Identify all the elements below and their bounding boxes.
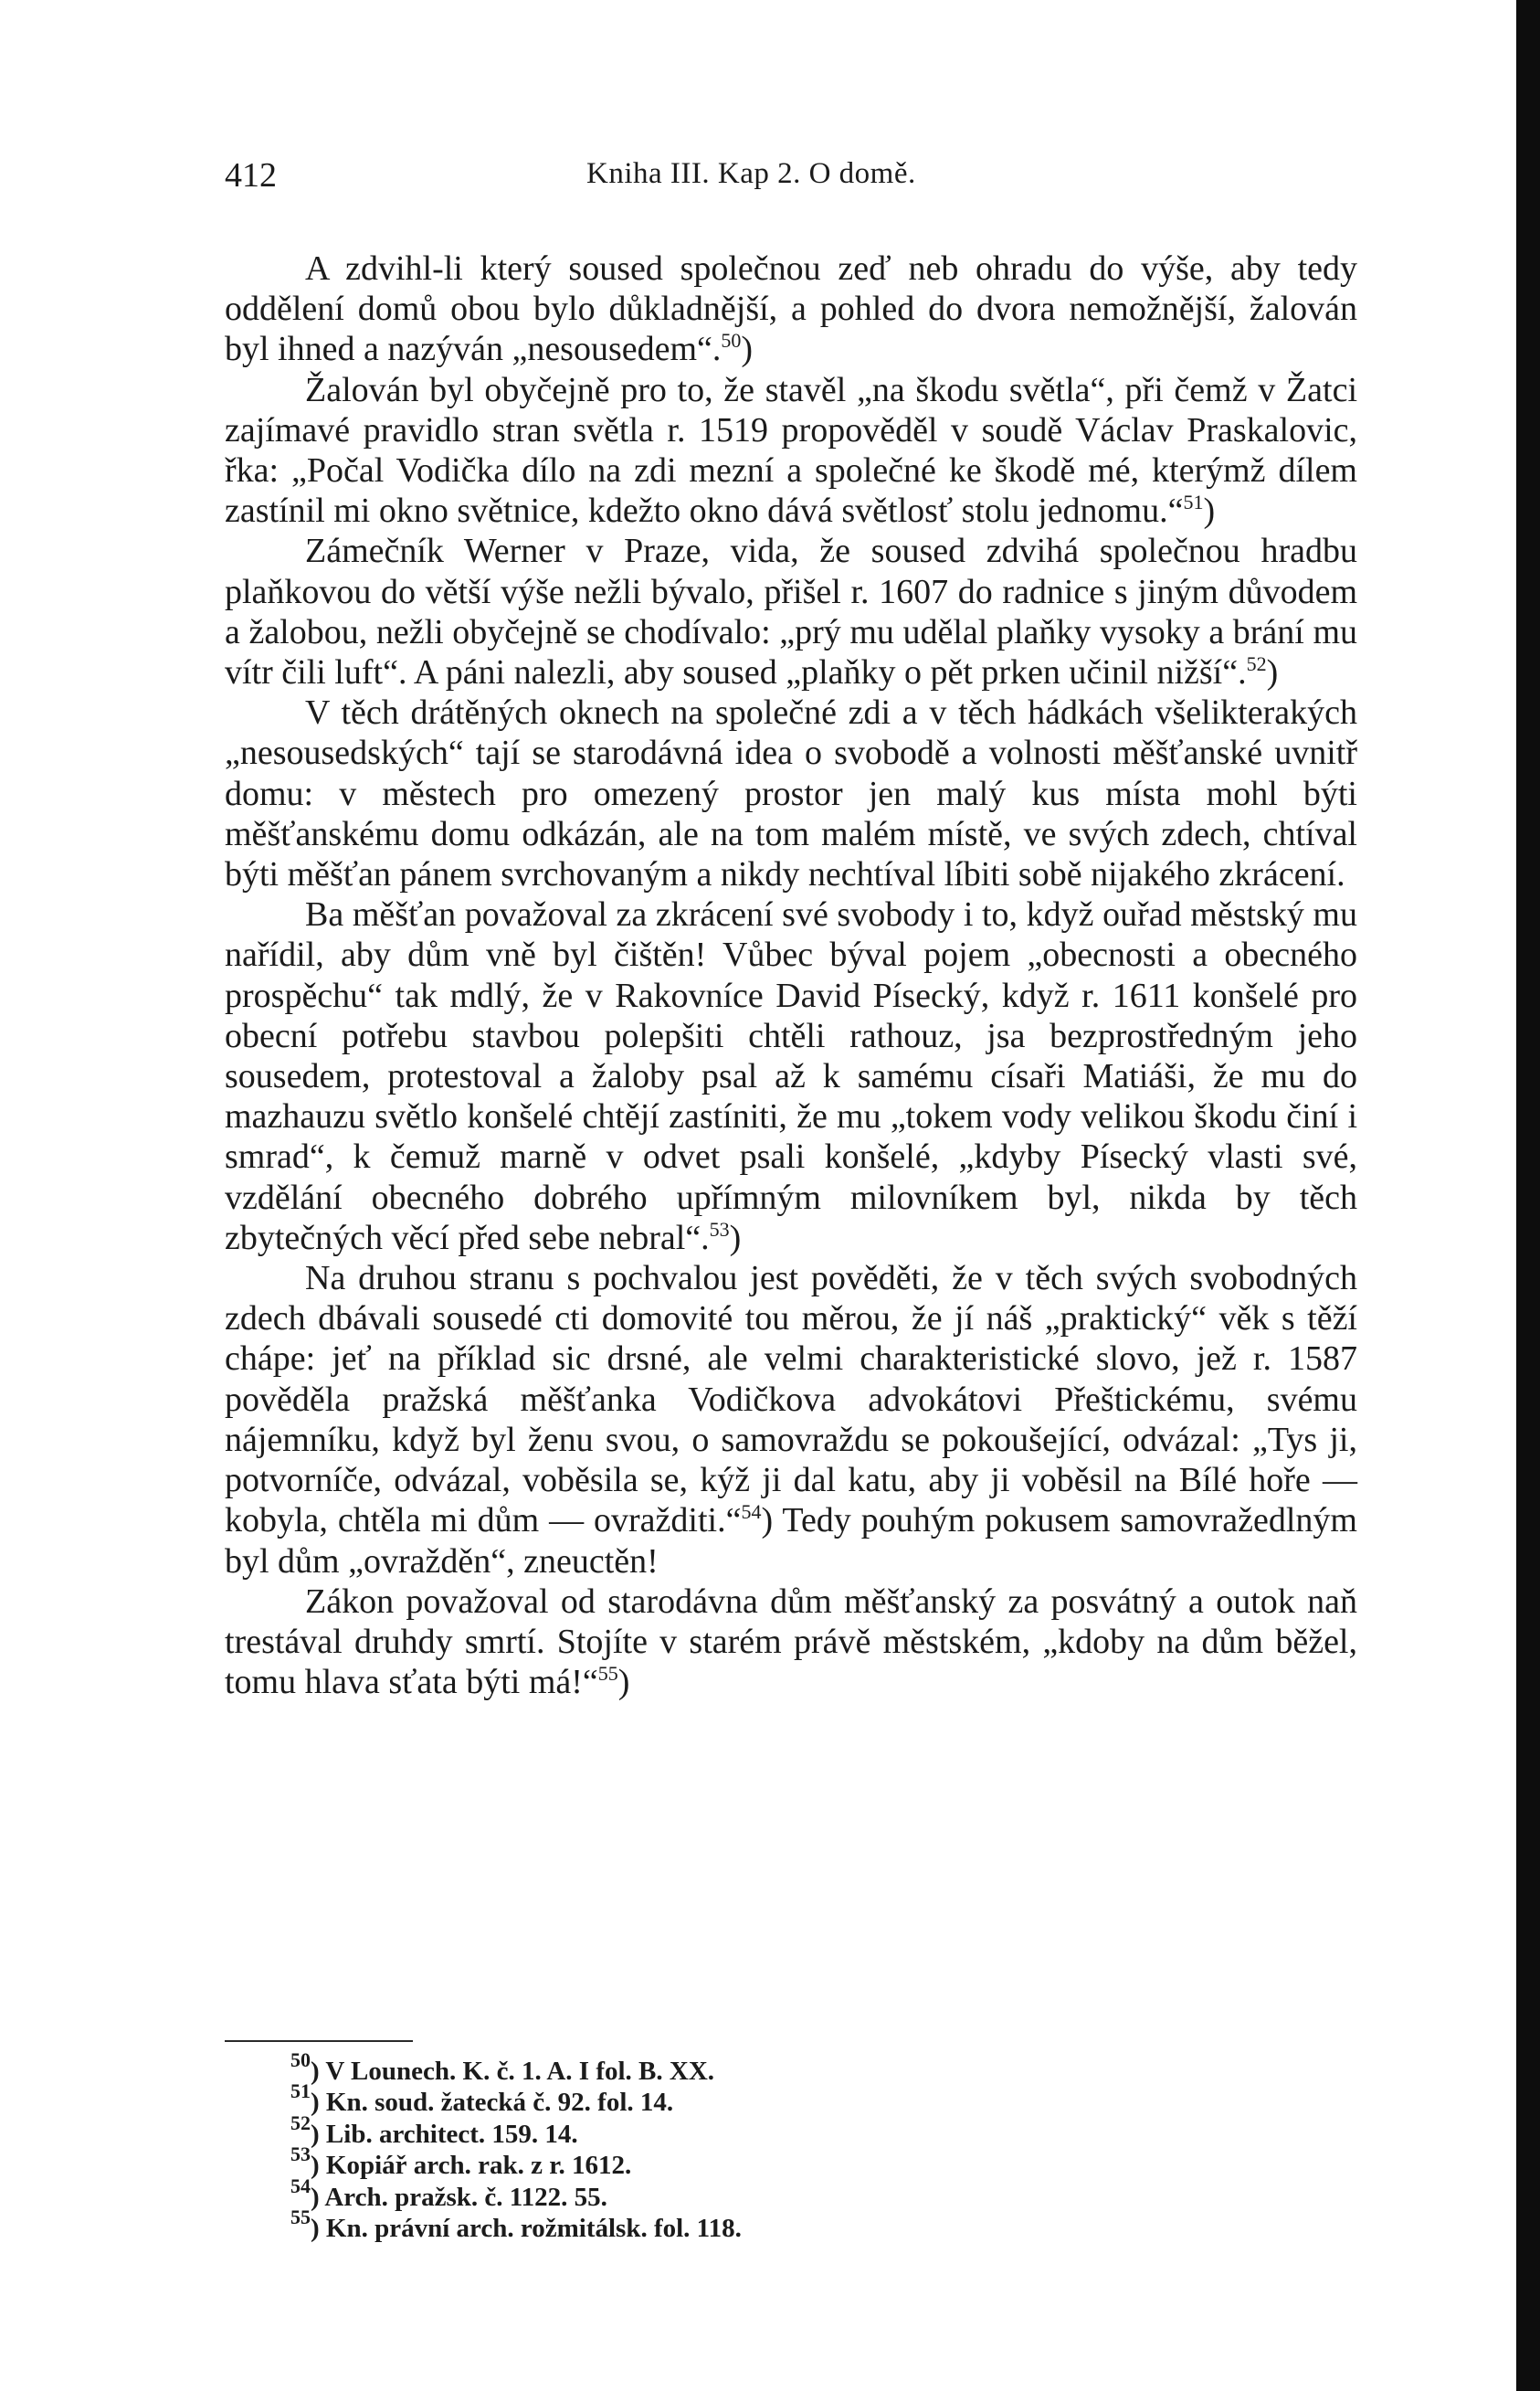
- footnote: $^{51}$) Kn. soud. žatecká č. 92. fol. 14.: [290, 2079, 674, 2118]
- footnote-text: Kn. právní arch. rožmitálsk. fol. 118.: [325, 2214, 742, 2244]
- paragraph-text: Ba měšťan považoval za zkrácení své svobody i to, když ouřad městský mu nařídil, aby dům vně byl čištěn! Vůbec býval pojem „obecnosti a obecného prospěchu“ tak mdlý, že v Rakovníce David Písecký, když r. 1611 konšelé pro obecní potřebu stavbou polepšiti chtěli rathouz, jsa bezprostředným jeho sousedem, protestoval a žaloby psal až k samému císaři Matiáši, že mu do mazhauzu světlo konšelé chtějí zastíniti, že mu „tokem vody velikou škodu činí i smrad“, k čemuž marně v odvet psali konšelé, „kdyby Písecký vlasti své, vzdělání obecného dobrého upřímným milovníkem byl, nikda by těch zbytečných věcí před sebe nebral“.: [225, 895, 1357, 1257]
- page-edge-border: [1516, 0, 1540, 2391]
- footnote: $^{55}$) Kn. právní arch. rožmitálsk. fol. 118.: [290, 2206, 742, 2244]
- chapter-heading: Kniha III. Kap 2. O domě.: [586, 157, 916, 190]
- paragraph-text: A zdvihl-li který soused společnou zeď neb ohradu do výše, aby tedy oddělení domů obou bylo důkladnější, a pohled do dvora nemožnější, žalován byl ihned a nazýván „nesousedem“.: [225, 249, 1357, 369]
- footnote-text: Lib. architect. 159. 14.: [325, 2119, 578, 2149]
- footnote-mark: 54: [290, 2174, 311, 2197]
- paragraph-tail: ): [729, 1218, 742, 1257]
- footnote-ref: 52: [1246, 652, 1267, 676]
- footnote-ref: 53: [709, 1217, 730, 1241]
- paragraph-tail: ): [741, 330, 754, 369]
- paragraph-text: Na druhou stranu s pochvalou jest pověděti, že v těch svých svobodných zdech dbávali sousedé cti domovité tou měrou, že jí náš „praktický“ věk s těží chápe: jeť na příklad sic drsné, ale velmi charakteristické slovo, jež r. 1587 pověděla pražská měšťanka Vodičkova advokátovi Přeštickému, svému nájemníku, když byl ženu svou, o samovraždu se pokoušející, odvázal: „Tys ji, potvorníče, odvázal, voběsila se, kýž ji dal katu, aby ji voběsil na Bílé hoře — kobyla, chtěla mi dům — ovražditi.“: [225, 1259, 1357, 1540]
- footnote: $^{52}$) Lib. architect. 159. 14.: [290, 2111, 578, 2149]
- footnote: $^{50}$) V Lounech. K. č. 1. A. I fol. B. XX.: [290, 2048, 715, 2086]
- footnote-ref: 51: [1183, 491, 1204, 514]
- footnote-text: Kopiář arch. rak. z r. 1612.: [325, 2151, 632, 2181]
- footnote: $^{54}$) Arch. pražsk. č. 1122. 55.: [290, 2174, 607, 2212]
- footnote-text: Kn. soud. žatecká č. 92. fol. 14.: [325, 2088, 674, 2118]
- paragraph-tail: ): [1266, 653, 1279, 693]
- paragraph: [225, 1582, 1357, 1703]
- paragraph-tail: ): [617, 1663, 630, 1702]
- footnote: $^{53}$) Kopiář arch. rak. z r. 1612.: [290, 2142, 632, 2181]
- running-header: [225, 155, 1357, 201]
- paragraph: [225, 1258, 1357, 1582]
- footnote-separator: [225, 2040, 413, 2042]
- paragraph-tail: ) Tedy pouhým pokusem samovražedlným byl dům „ovražděn“, zneuctěn!: [225, 1501, 1357, 1581]
- footnote-mark: 52: [290, 2111, 311, 2134]
- page-number: 412: [225, 156, 277, 195]
- paragraph-text: Zákon považoval od starodávna dům měšťanský za posvátný a outok naň trestával druhdy smrtí. Stojíte v starém právě městském, „kdoby na dům běžel, tomu hlava sťata býti má!“: [225, 1582, 1357, 1702]
- paragraph: [225, 370, 1357, 532]
- footnote-mark: 51: [290, 2079, 311, 2103]
- footnote-text: V Lounech. K. č. 1. A. I fol. B. XX.: [325, 2057, 715, 2086]
- paragraph-tail: ): [1203, 492, 1216, 531]
- paragraph: [225, 894, 1357, 1258]
- paragraph: [225, 531, 1357, 693]
- footnotes: [290, 2048, 1113, 2244]
- paragraph-text: Zámečník Werner v Praze, vida, že soused zdvihá společnou hradbu plaňkovou do větší výše nežli bývalo, přišel r. 1607 do radnice s jiným důvodem a žalobou, nežli obyčejně se chodívalo: „prý mu udělal plaňky vysoky a brání mu vítr čili luft“. A páni nalezli, aby soused „plaňky o pět prken učinil nižší“.: [225, 532, 1357, 693]
- footnote-ref: 50: [721, 329, 742, 353]
- paragraph: [225, 693, 1357, 894]
- footnote-text: Arch. pražsk. č. 1122. 55.: [324, 2182, 607, 2212]
- footnote-ref: 54: [741, 1500, 762, 1524]
- paragraph: [225, 249, 1357, 370]
- body-text: [225, 249, 1357, 1702]
- paragraph-text: V těch drátěných oknech na společné zdi a v těch hádkách všelikterakých „nesousedských“ tají se starodávná idea o svobodě a volnosti měšťanské uvnitř domu: v městech pro omezený prostor jen malý kus místa mohl býti měšťanskému domu odkázán, ale na tom malém místě, ve svých zdech, chtíval býti měšťan pánem svrchovaným a nikdy nechtíval líbiti sobě nijakého zkrácení.: [225, 693, 1357, 894]
- paragraph-text: Žalován byl obyčejně pro to, že stavěl „na škodu světla“, při čemž v Žatci zajímavé pravidlo stran světla r. 1519 propověděl v soudě Václav Praskalovic, řka: „Počal Vodička dílo na zdi mezní a společné ke škodě mé, kterýmž dílem zastínil mi okno světnice, kdežto okno dává světlosť stolu jednomu.“: [225, 370, 1357, 531]
- footnote-mark: 53: [290, 2142, 311, 2166]
- footnote-ref: 55: [597, 1662, 618, 1686]
- footnote-mark: 55: [290, 2206, 311, 2229]
- footnote-mark: 50: [290, 2048, 311, 2071]
